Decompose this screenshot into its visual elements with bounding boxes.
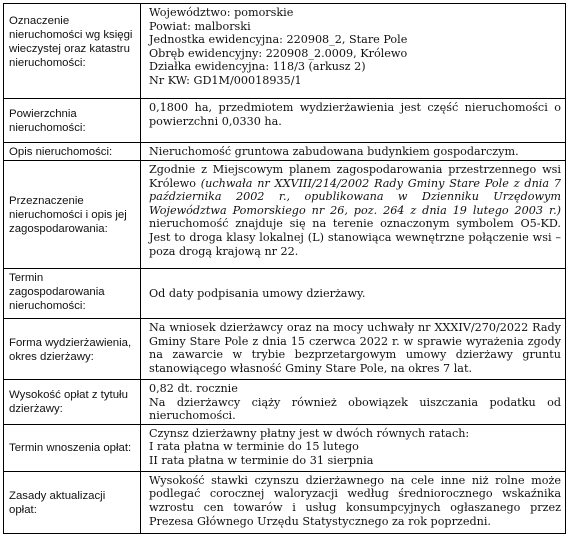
- row-label-form: Forma wydzierżawienia, okres dzierżawy:: [4, 319, 141, 380]
- value-line: II rata płatna w terminie do 31 sierpnia: [149, 453, 374, 467]
- row-label-fees: Wysokość opłat z tytułu dzierżawy:: [4, 380, 141, 425]
- row-label-area: Powierzchnia nieruchomości:: [4, 99, 141, 143]
- purpose-text-b: nieruchomość znajduje się na terenie oznaczonym symbolem O5-KD. Jest to droga klasy lokalnej (L) stanowiąca wewnętrzne połączenie wsi – poza drogą krajową nr 22.: [149, 217, 561, 258]
- purpose-text-a: Zgodnie z Miejscowym planem zagospodarowania przestrzennego wsi Królewo: [149, 163, 561, 190]
- table-row: [4, 143, 566, 161]
- row-label-purpose: Przeznaczenie nieruchomości i opis jej zagospodarowania:: [4, 161, 141, 269]
- fee-note: Na dzierżawcy ciąży również obowiązek uiszczania podatku od nieruchomości.: [149, 395, 561, 423]
- row-value-area: 0,1800 ha, przedmiotem wydzierżawienia jest część nieruchomości o powierzchni 0,0330 ha.: [141, 99, 566, 143]
- row-value-fees: [141, 380, 566, 425]
- value-line: Czynsz dzierżawny płatny jest w dwóch równych ratach:: [149, 426, 470, 440]
- row-value-payment-dates: [141, 424, 566, 471]
- value-line: Nr KW: GD1M/00018935/1: [149, 73, 302, 87]
- table-row: [4, 380, 566, 425]
- table-row: [4, 161, 566, 269]
- table-row: [4, 471, 566, 533]
- table-row: [4, 4, 566, 99]
- table-row: [4, 319, 566, 380]
- table-row: [4, 99, 566, 143]
- value-line: Powiat: malborski: [149, 19, 251, 33]
- row-label-designation: Oznaczenie nieruchomości wg księgi wieczystej oraz katastru nieruchomości:: [4, 4, 141, 99]
- value-line: Działka ewidencyjna: 118/3 (arkusz 2): [149, 60, 366, 74]
- row-label-payment-dates: Termin wnoszenia opłat:: [4, 424, 141, 471]
- fee-amount: 0,82 dt. rocznie: [149, 382, 238, 395]
- row-value-form: Na wniosek dzierżawcy oraz na mocy uchwały nr XXXIV/270/2022 Rady Gminy Stare Pole z dnia 15 czerwca 2022 r. w sprawie wyrażenia zgody na zawarcie w trybie bezprzetargowym umowy dzierżawy gruntu stanowiącego własność Gminy Stare Pole, na okres 7 lat.: [141, 319, 566, 380]
- table-row: [4, 269, 566, 319]
- row-value-term: Od daty podpisania umowy dzierżawy.: [141, 269, 566, 319]
- value-line: Obręb ewidencyjny: 220908_2.0009, Królewo: [149, 46, 408, 60]
- value-line: Jednostka ewidencyjna: 220908_2, Stare Pole: [149, 33, 408, 47]
- value-line: Województwo: pomorskie: [149, 6, 294, 19]
- table-row: [4, 424, 566, 471]
- value-line: I rata płatna w terminie do 15 lutego: [149, 440, 359, 454]
- row-value-purpose: [141, 161, 566, 269]
- row-label-description: Opis nieruchomości:: [4, 143, 141, 161]
- property-info-table: [3, 3, 566, 534]
- row-value-designation: [141, 4, 566, 99]
- row-label-term: Termin zagospodarowania nieruchomości:: [4, 269, 141, 319]
- row-label-update-rules: Zasady aktualizacji opłat:: [4, 471, 141, 533]
- purpose-text-italic: (uchwała nr XXVIII/214/2002 Rady Gminy Stare Pole z dnia 7 października 2002 r., opublikowana w Dzienniku Urzędowym Województwa Pomorskiego nr 26, poz. 264 z dnia 19 lutego 2003 r.): [149, 176, 562, 217]
- row-value-description: Nieruchomość gruntowa zabudowana budynkiem gospodarczym.: [141, 143, 566, 161]
- row-value-update-rules: Wysokość stawki czynszu dzierżawnego na cele inne niż rolne może podlegać corocznej waloryzacji według średniorocznego wskaźnika wzrostu cen towarów i usług konsumpcyjnych ogłaszanego przez Prezesa Głównego Urzędu Statystycznego za rok poprzedni.: [141, 471, 566, 533]
